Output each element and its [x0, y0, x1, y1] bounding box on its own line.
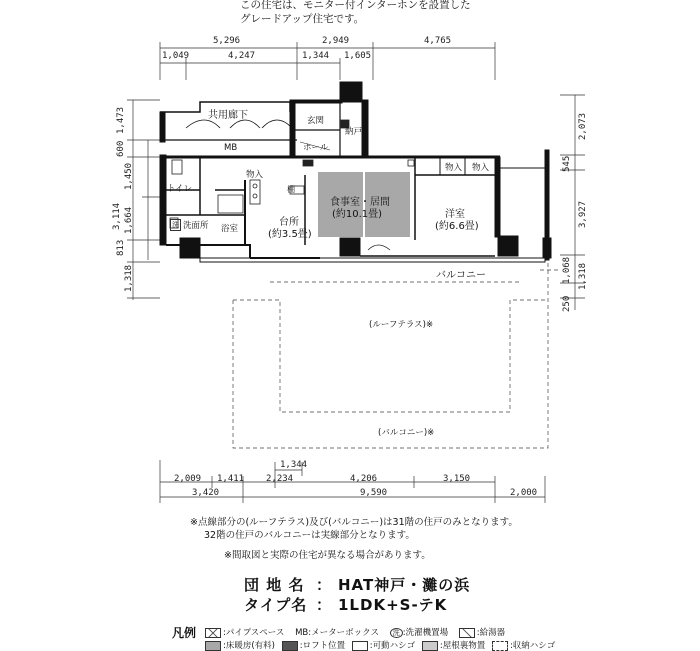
attic-storage-icon	[422, 641, 438, 651]
type-label: タイプ名	[244, 596, 308, 614]
room-closet-1: 物入	[246, 170, 264, 180]
dim-bottom-6: 3,150	[443, 474, 471, 484]
dim-top-7: 1,605	[344, 51, 372, 61]
dim-top-5: 4,247	[228, 51, 256, 61]
water-heater-icon	[459, 628, 475, 638]
header-line-2: グレードアップ住宅です。	[240, 13, 365, 25]
note-line-3: ※間取図と実際の住宅が異なる場合があります。	[224, 550, 431, 561]
legend-movable-ladder: :可動ハシゴ	[369, 641, 416, 651]
dim-left-3: 1,450	[124, 162, 134, 190]
room-storage: 納戸	[345, 127, 363, 137]
legend-attic-storage: :屋根裏物置	[439, 641, 486, 651]
dim-bottom-7: 3,420	[192, 488, 220, 498]
storage-ladder-icon	[492, 641, 508, 651]
dim-right-1: 2,073	[578, 112, 588, 140]
room-shelf: 棚	[287, 185, 295, 194]
room-toilet: トイレ	[167, 184, 193, 194]
legend-mb: MB:メーターボックス	[295, 628, 380, 638]
note-line-2: 32階の住戸のバルコニーは実線部分となります。	[204, 530, 415, 541]
room-washroom: 洗面所	[183, 221, 209, 231]
legend-row-2	[205, 639, 555, 651]
type-name: 1LDK+S-テK	[338, 596, 448, 614]
room-kitchen: 台所	[279, 217, 299, 228]
dim-left-7: 1,318	[124, 264, 134, 292]
dim-left-6: 813	[116, 239, 126, 256]
room-balcony-2: (バルコニー)※	[378, 428, 435, 438]
room-living: 食事室・居間	[330, 197, 390, 208]
movable-ladder-icon	[352, 641, 368, 651]
top-dimension-lines	[160, 42, 495, 80]
room-bath: 浴室	[221, 224, 239, 234]
dashed-terrace-outline	[233, 262, 560, 448]
wash-machine-mark: 洗	[172, 221, 179, 229]
room-closet-3: 物入	[472, 163, 490, 173]
room-living-size: (約10.1畳)	[332, 209, 383, 220]
dim-top-3: 4,765	[424, 36, 452, 46]
room-mb: MB	[224, 143, 238, 153]
dim-top-6: 1,344	[302, 51, 330, 61]
legend-floor-heating: :床暖房(有料)	[223, 641, 275, 651]
dim-right-6: 250	[562, 295, 572, 312]
legend-loft: :ロフト位置	[299, 641, 346, 651]
legend-pipe-space: :パイプスペース	[223, 628, 285, 638]
wash-machine-icon: 洗	[390, 628, 403, 638]
type-colon: ：	[316, 596, 333, 614]
legend-washer: :洗濯機置場	[402, 628, 449, 638]
dim-top-4: 1,049	[162, 51, 190, 61]
legend-storage-ladder: :収納ハシゴ	[509, 641, 556, 651]
dim-left-1: 1,473	[116, 106, 126, 134]
dim-right-2: 545	[562, 155, 572, 172]
room-balcony: バルコニー	[436, 270, 486, 281]
dim-bottom-9: 2,000	[510, 488, 538, 498]
dim-bottom-4: 2,234	[266, 474, 294, 484]
dim-bottom-2: 2,009	[174, 474, 202, 484]
dim-bottom-1: 1,344	[280, 460, 308, 470]
legend-title: 凡例	[172, 626, 197, 640]
note-line-1: ※点線部分の(ルーフテラス)及び(バルコニー)は31階の住戸のみとなります。	[190, 517, 518, 528]
dim-bottom-3: 1,411	[217, 474, 245, 484]
dim-right-3: 3,927	[578, 200, 588, 228]
room-corridor: 共用廊下	[208, 110, 248, 121]
header-line-1: この住宅は、モニター付インターホンを設置した	[240, 0, 471, 11]
dim-right-4: 1,068	[562, 256, 572, 284]
legend-row-1	[205, 626, 505, 638]
loft-icon	[282, 641, 298, 651]
room-roof-terrace: (ルーフテラス)※	[369, 320, 434, 330]
dim-top-1: 5,296	[213, 36, 241, 46]
pipe-space-icon	[205, 628, 221, 638]
room-closet-2: 物入	[445, 163, 463, 173]
legend-water-heater: :給湯器	[476, 628, 506, 638]
room-kitchen-size: (約3.5畳)	[268, 229, 312, 240]
dim-left-4: 3,114	[112, 202, 122, 230]
room-entrance: 玄関	[307, 116, 325, 126]
complex-colon: ：	[316, 576, 333, 594]
room-hall: ホール	[303, 143, 329, 153]
dim-left-2: 600	[116, 140, 126, 157]
complex-name: HAT神戸・灘の浜	[338, 576, 471, 594]
complex-label: 団 地 名	[244, 576, 305, 594]
dim-top-2: 2,949	[322, 36, 350, 46]
dim-bottom-8: 9,590	[360, 488, 388, 498]
room-western: 洋室	[445, 209, 465, 220]
floor-heating-icon	[205, 641, 221, 651]
dim-left-5: 1,664	[124, 206, 134, 234]
room-western-size: (約6.6畳)	[435, 221, 479, 232]
dim-right-5: 1,318	[578, 262, 588, 290]
dim-bottom-5: 4,206	[350, 474, 378, 484]
